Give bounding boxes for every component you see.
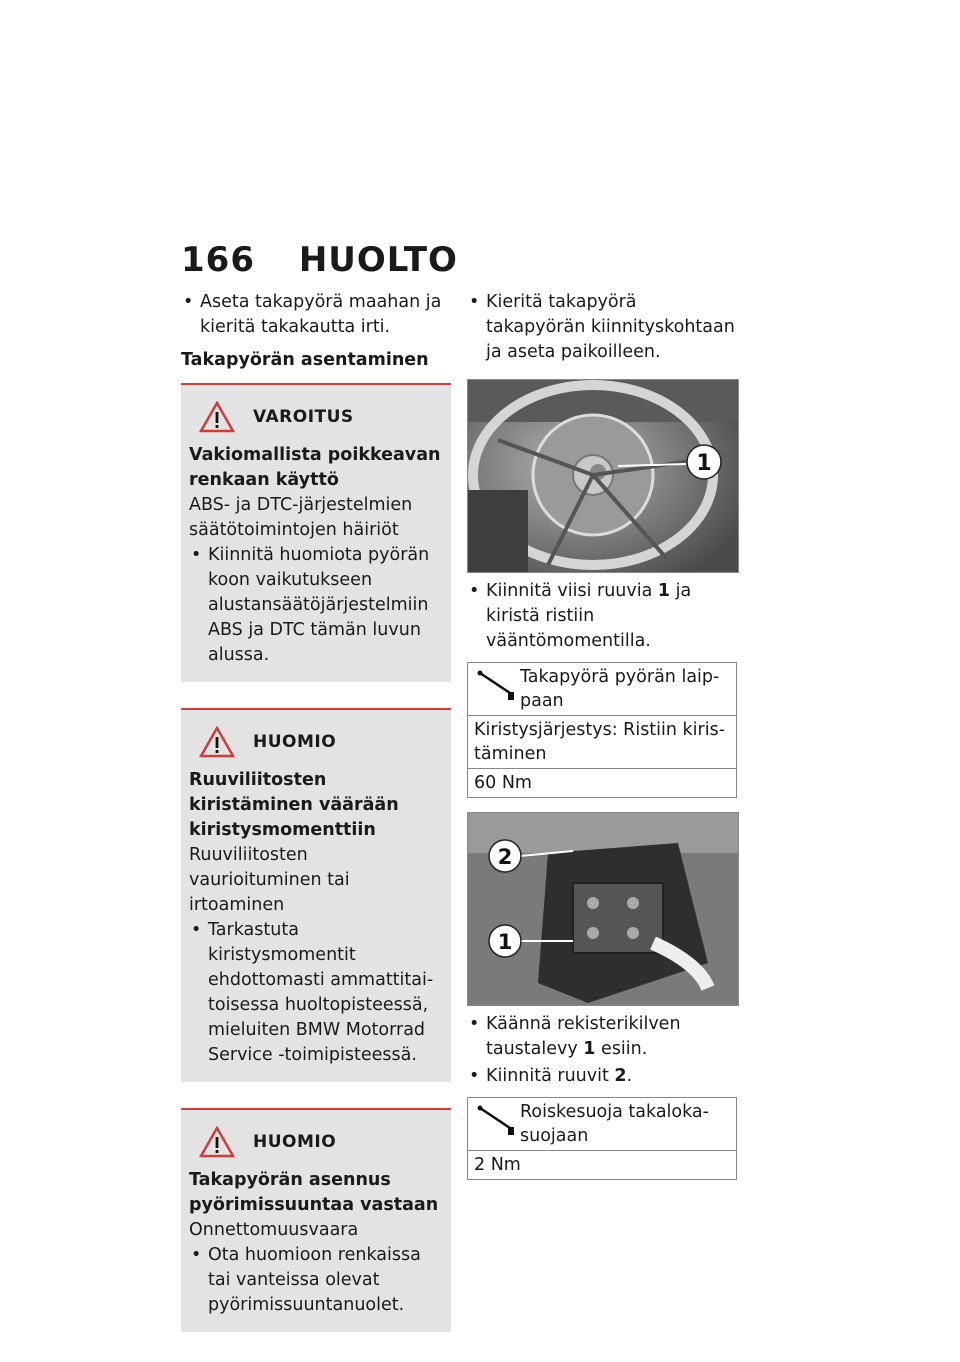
callout-text: Ruuviliitosten vaurioituminen tai irtoaminen [189, 845, 350, 915]
notice-callout [181, 1108, 451, 1332]
bullet-text: . [626, 1066, 633, 1086]
warning-callout [181, 383, 451, 682]
torque-wrench-icon [474, 1100, 520, 1140]
step-bullet [467, 579, 739, 654]
callout-title: VAROITUS [253, 407, 354, 427]
step-bullet: • Kieritä takapyörä takapyörän kiinnityskohtaan ja aseta paikoilleen. [467, 290, 739, 365]
reference-number: 1 [657, 581, 671, 601]
table-cell: Kiristysjärjestys: Ristiin kiristäminen [468, 716, 737, 769]
warning-icon [199, 726, 235, 758]
torque-table [467, 1097, 737, 1180]
bullet-text: esiin. [595, 1039, 648, 1059]
rear-wheel-photo [467, 379, 739, 573]
reference-number: 1 [583, 1039, 596, 1059]
step-bullet [467, 1012, 739, 1062]
chapter-title: HUOLTO [298, 240, 458, 280]
bullet-text: Käännä rekisterikilven taustalevy [486, 1014, 681, 1059]
torque-wrench-icon [474, 665, 520, 705]
callout-heading: Takapyörän asennus pyörimissuuntaa vastaan [189, 1170, 439, 1215]
table-cell: 2 Nm [468, 1151, 737, 1180]
bullet-text: ja kiristä ristiin vääntömomentilla. [486, 581, 692, 651]
callout-bullet: • Ota huomioon renkaissa tai vanteissa olevat pyörimissuuntanuolet. [189, 1243, 443, 1318]
notice-callout [181, 708, 451, 1082]
section-title: Takapyörän asentaminen [181, 350, 429, 370]
table-title: Roiskesuoja takalokasuojaan [520, 1102, 709, 1146]
callout-text: Onnettomuusvaara [189, 1220, 359, 1240]
table-title: Takapyörä pyörän laippaan [520, 667, 720, 711]
callout-title: HUOMIO [253, 1132, 337, 1152]
callout-text: ABS- ja DTC-järjestelmien säätötoimintojen häiriöt [189, 495, 413, 540]
callout-number-2: 2 [497, 845, 513, 869]
table-cell: 60 Nm [468, 769, 737, 798]
bullet-text: Kiinnitä viisi ruuvia [486, 581, 658, 601]
callout-heading: Ruuviliitosten kiristäminen väärään kiristysmomenttiin [189, 770, 399, 840]
license-plate-bracket-photo [467, 812, 739, 1006]
intro-bullet: • Aseta takapyörä maahan ja kieritä takakautta irti. [181, 290, 451, 340]
callout-title: HUOMIO [253, 732, 337, 752]
page-number: 166 [181, 240, 255, 280]
callout-number-1: 1 [696, 451, 712, 476]
right-column [467, 290, 739, 1180]
page-header [181, 240, 458, 280]
callout-number-1: 1 [497, 930, 513, 954]
left-column [181, 290, 451, 1358]
warning-icon [199, 1126, 235, 1158]
bullet-text: Kiinnitä ruuvit [486, 1066, 615, 1086]
step-bullet [467, 1064, 739, 1089]
torque-table [467, 662, 737, 798]
reference-number: 2 [614, 1066, 627, 1086]
callout-bullet: • Tarkastuta kiristysmomentit ehdottomasti ammattitaitoisessa huoltopisteessä, mieluiten BMW Motorrad Service -toimipisteessä. [189, 918, 443, 1068]
callout-heading: Vakiomallista poikkeavan renkaan käyttö [189, 445, 441, 490]
warning-icon [199, 401, 235, 433]
callout-bullet: • Kiinnitä huomiota pyörän koon vaikutukseen alustansäätöjärjestelmiin ABS ja DTC tämän luvun alussa. [189, 543, 443, 668]
